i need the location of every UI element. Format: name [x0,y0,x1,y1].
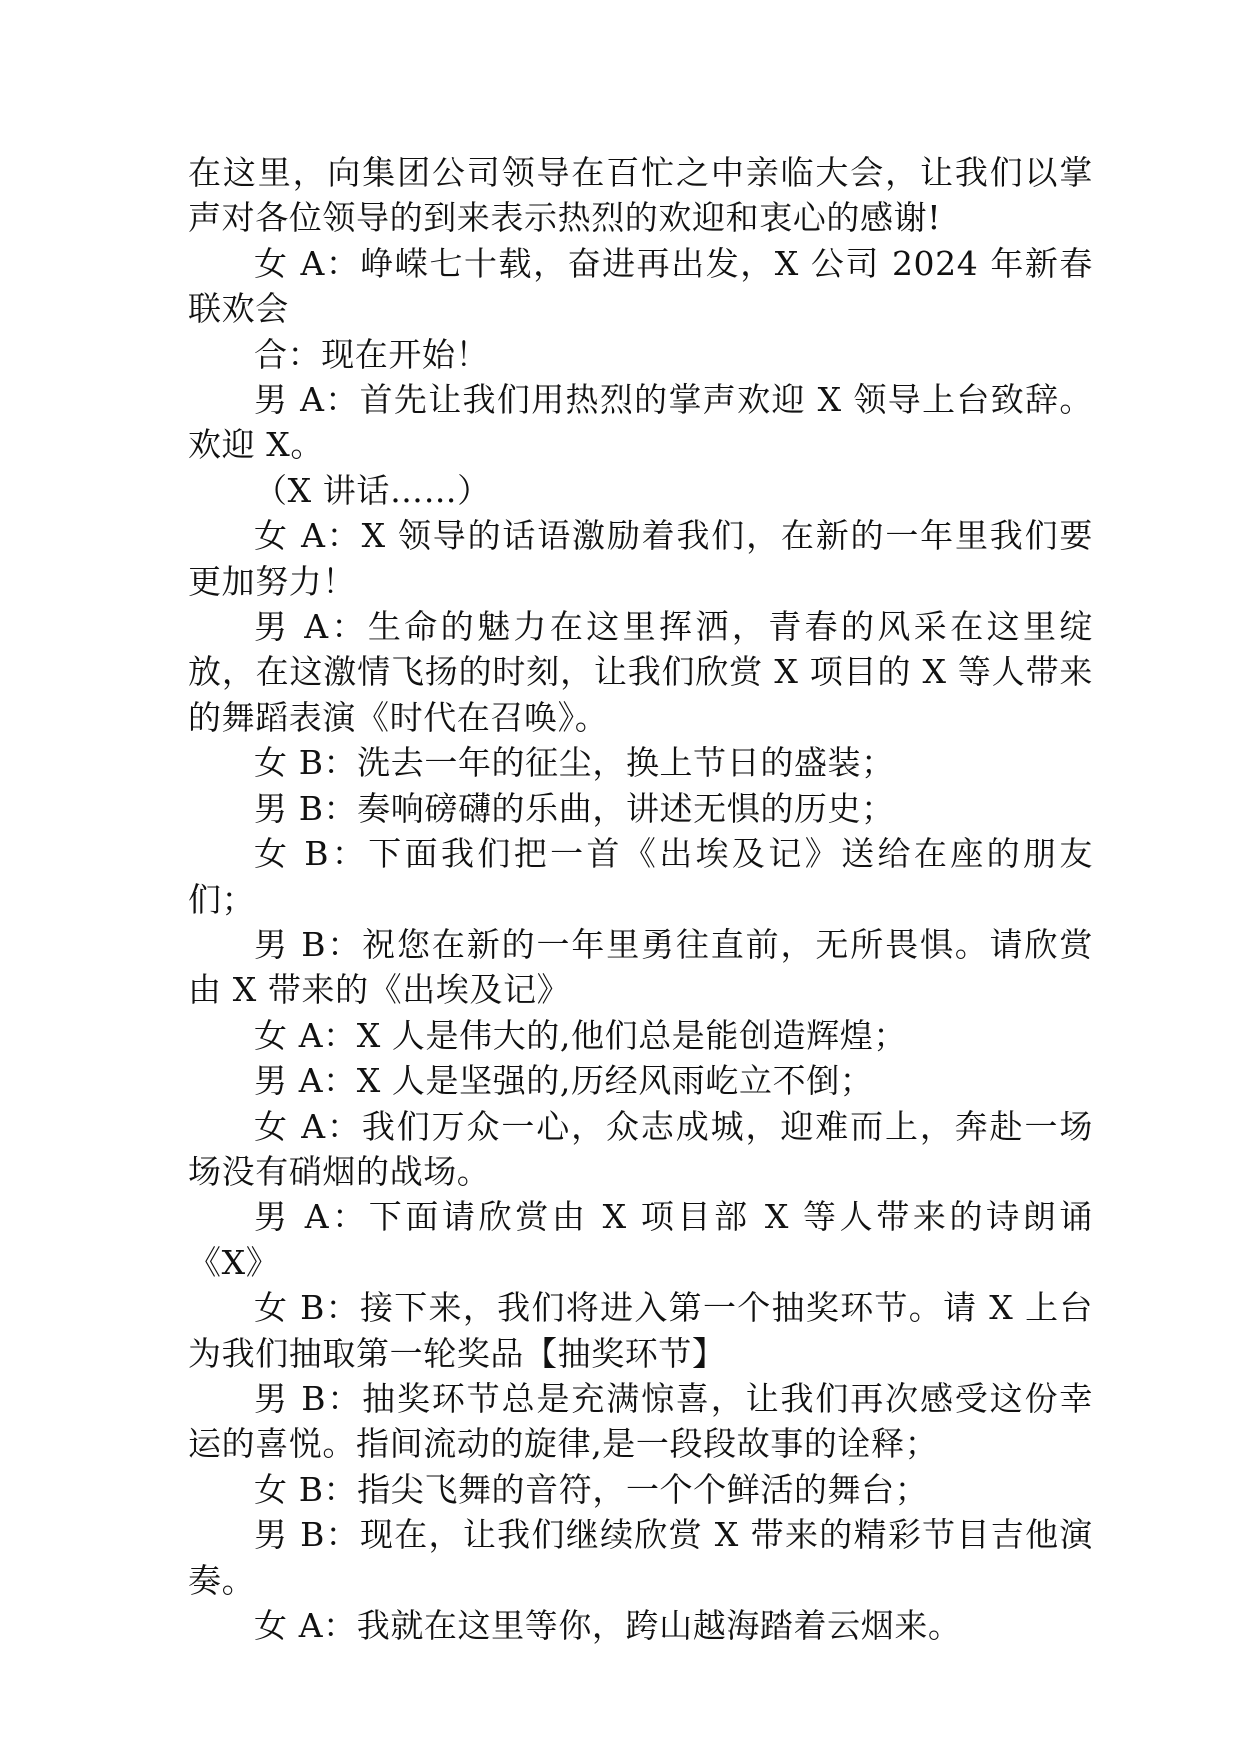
paragraph: 女 B：接下来，我们将进入第一个抽奖环节。请 X 上台为我们抽取第一轮奖品【抽奖环节】 [188,1288,1093,1373]
paragraph: 男 B：奏响磅礴的乐曲，讲述无惧的历史； [254,788,895,828]
paragraph: 女 B：下面我们把一首《出埃及记》送给在座的朋友们； [188,834,1093,919]
paragraph: 合：现在开始！ [254,334,490,374]
paragraph: 男 A：生命的魅力在这里挥洒，青春的风采在这里绽放，在这激情飞扬的时刻，让我们欣赏 X 项目的 X 等人带来的舞蹈表演《时代在召唤》。 [188,607,1093,737]
paragraph: 女 A：我就在这里等你，跨山越海踏着云烟来。 [254,1606,962,1645]
paragraph: 男 B：现在，让我们继续欣赏 X 带来的精彩节目吉他演奏。 [188,1515,1093,1600]
paragraph: 男 B：祝您在新的一年里勇往直前，无所畏惧。请欣赏由 X 带来的《出埃及记》 [188,924,1093,1010]
paragraph: 女 A：X 领导的话语激励着我们，在新的一年里我们要更加努力！ [188,516,1093,601]
paragraph: 女 A：我们万众一心，众志成城，迎难而上，奔赴一场场没有硝烟的战场。 [188,1106,1093,1191]
paragraph: 女 B：洗去一年的征尘，换上节日的盛装； [254,743,895,783]
paragraph: 男 A：首先让我们用热烈的掌声欢迎 X 领导上台致辞。欢迎 X。 [188,380,1093,465]
paragraph: 男 A：下面请欣赏由 X 项目部 X 等人带来的诗朗诵《X》 [188,1197,1093,1282]
paragraph: （X 讲话……） [254,470,491,510]
document-body [188,150,1093,1648]
paragraph: 男 A：X 人是坚强的,历经风雨屹立不倒； [254,1061,874,1101]
paragraph: 女 A：X 人是伟大的,他们总是能创造辉煌； [254,1015,907,1055]
paragraph: 女 B：指尖飞舞的音符，一个个鲜活的舞台； [254,1469,929,1509]
paragraph: 女 A：峥嵘七十载，奋进再出发，X 公司 2024 年新春联欢会 [188,243,1093,329]
paragraph: 在这里，向集团公司领导在百忙之中亲临大会，让我们以掌声对各位领导的到来表示热烈的欢迎和衷心的感谢! [188,153,1093,238]
paragraph: 男 B：抽奖环节总是充满惊喜，让我们再次感受这份幸运的喜悦。指间流动的旋律,是一段段故事的诠释； [188,1378,1093,1464]
